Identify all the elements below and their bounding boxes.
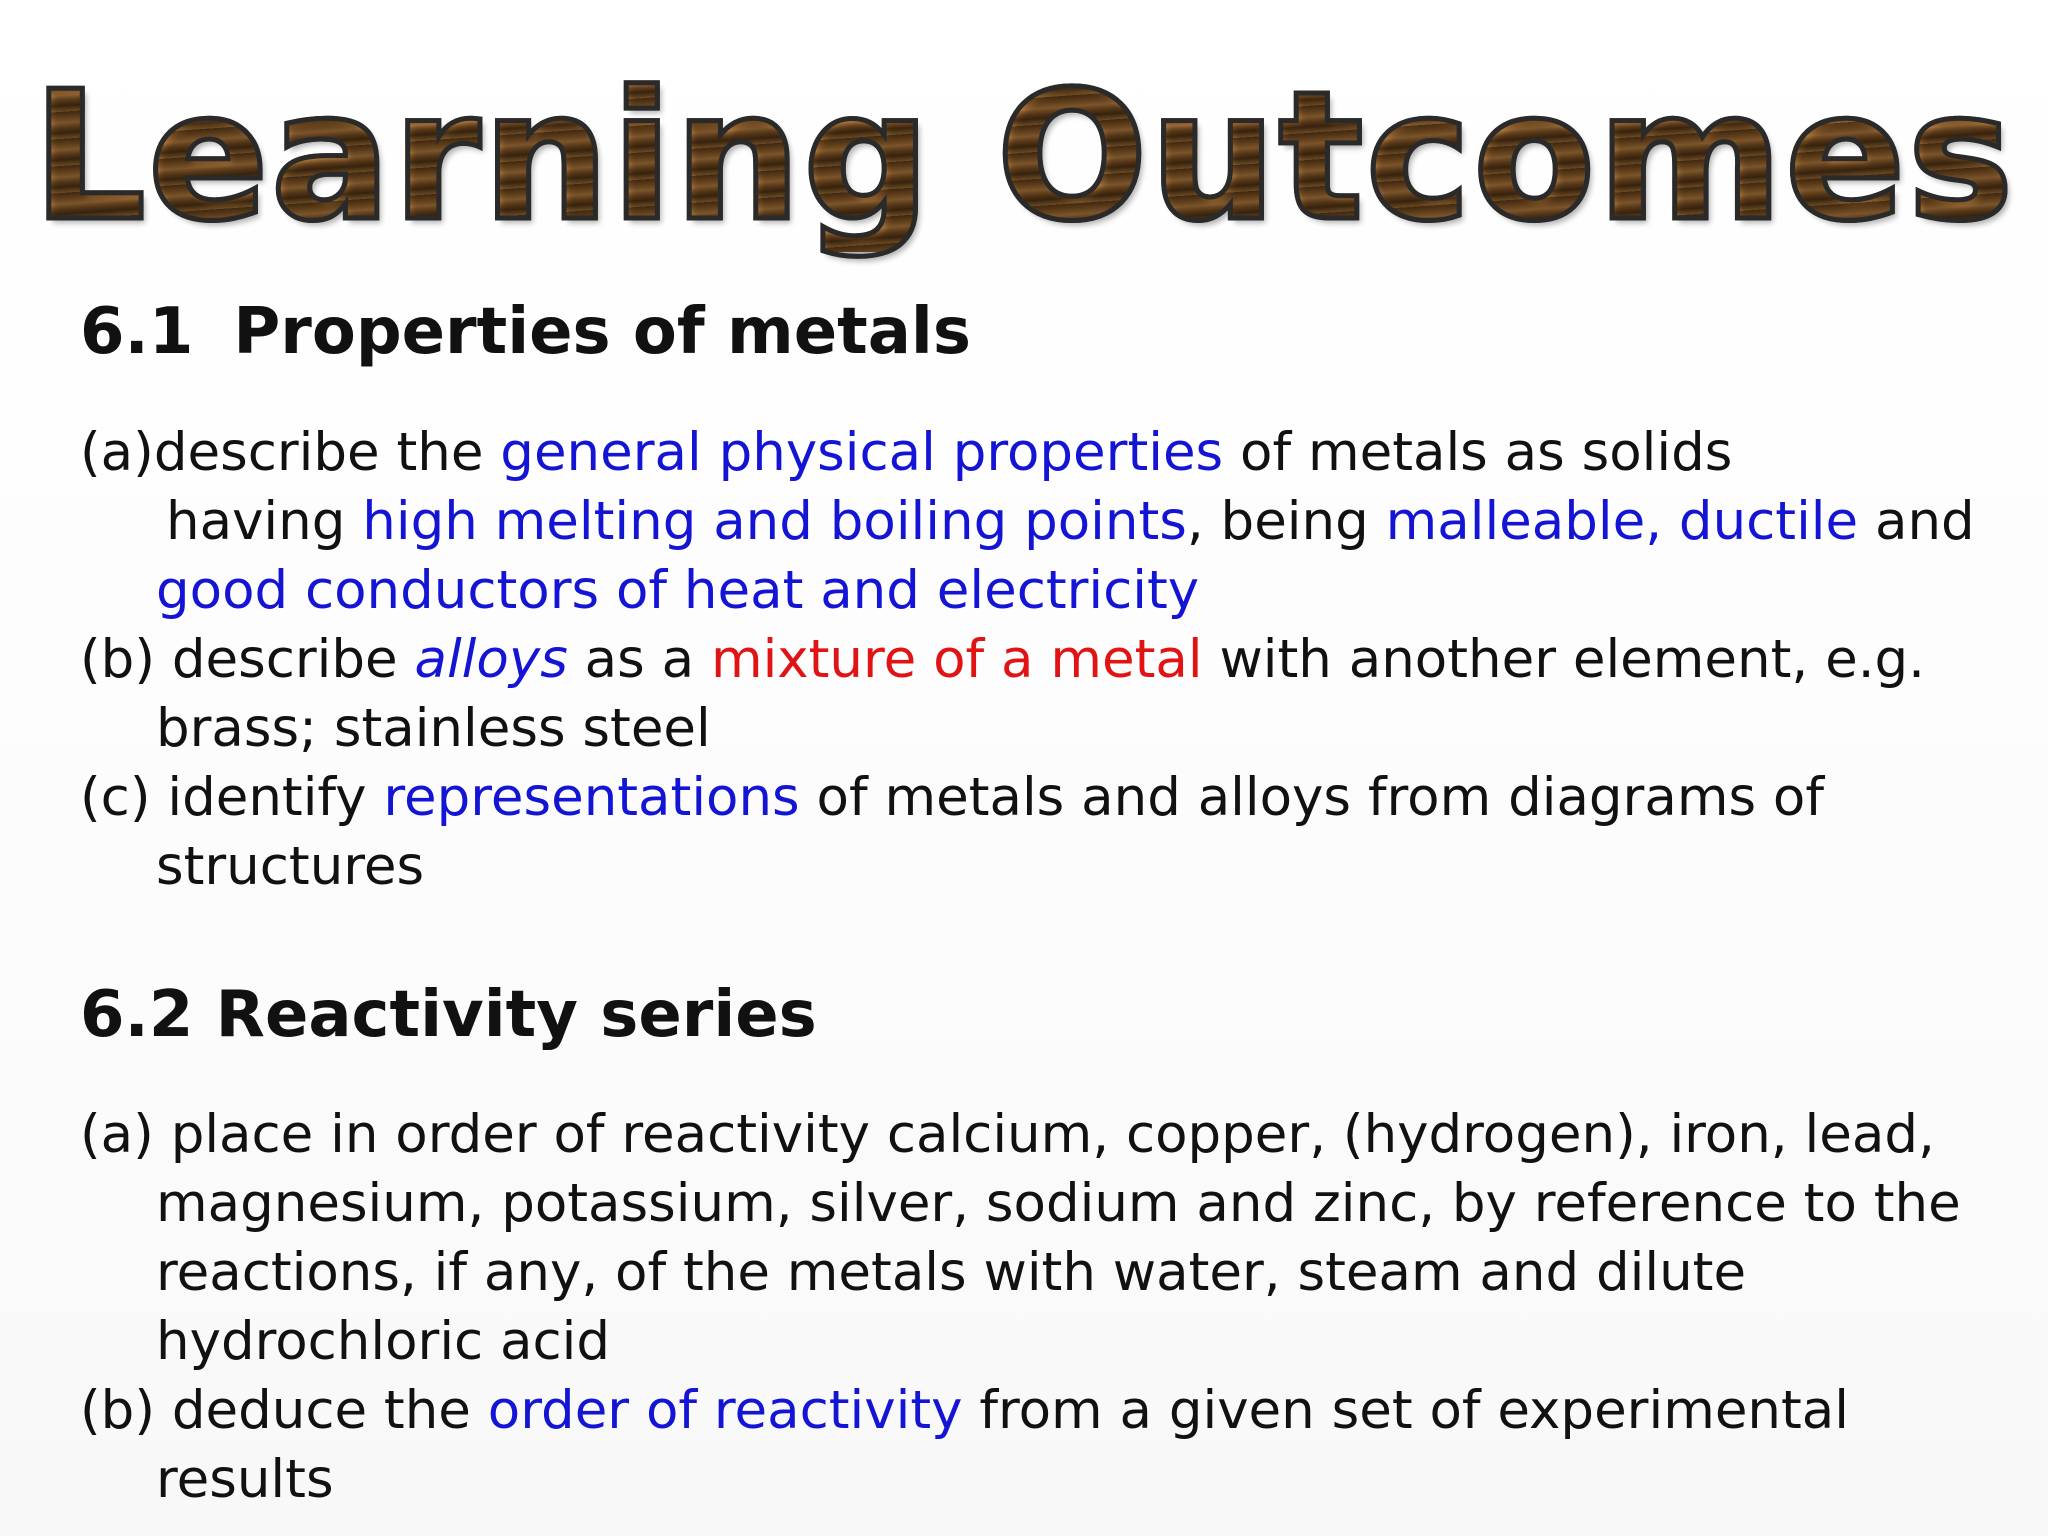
- outcome-line: [80, 1100, 2020, 1169]
- outcome-marker: (a): [80, 422, 154, 483]
- outcome-line: [80, 556, 2020, 625]
- outcome-6-1-b: [80, 625, 2020, 763]
- outcome-line: [80, 763, 2020, 832]
- section-title: Properties of metals: [233, 295, 971, 369]
- outcome-line: [80, 1169, 2020, 1238]
- section-heading-reactivity-series: [80, 975, 817, 1055]
- keyword-highlight-red: mixture of a metal: [710, 629, 1203, 690]
- outcome-text: of metals as solids: [1223, 422, 1733, 483]
- outcome-line: [80, 487, 2020, 556]
- outcome-6-1-a: [80, 418, 2020, 625]
- keyword-highlight: general physical properties: [500, 422, 1224, 483]
- outcome-text: of metals and alloys from diagrams of: [799, 767, 1825, 828]
- outcome-text: identify: [150, 767, 384, 828]
- outcome-text: magnesium, potassium, silver, sodium and zinc, by reference to the: [156, 1173, 1961, 1234]
- outcome-text: having: [166, 491, 363, 552]
- outcome-marker: (c): [80, 767, 151, 828]
- outcome-text: , being: [1186, 491, 1386, 552]
- section-number: 6.2: [80, 978, 194, 1052]
- outcome-line: [80, 1445, 2020, 1514]
- outcome-text: with another element, e.g.: [1202, 629, 1926, 690]
- keyword-highlight: malleable, ductile: [1385, 491, 1859, 552]
- outcome-text: brass; stainless steel: [156, 698, 711, 759]
- outcome-marker: (b): [80, 629, 155, 690]
- outcome-marker: (a): [80, 1104, 154, 1165]
- keyword-highlight: order of reactivity: [487, 1380, 963, 1441]
- outcome-text: reactions, if any, of the metals with water, steam and dilute: [156, 1242, 1747, 1303]
- outcome-6-1-c: [80, 763, 2020, 901]
- outcome-text: describe the: [153, 422, 501, 483]
- slide-title: Learning Outcomes: [0, 62, 2048, 252]
- outcome-6-2-b: [80, 1376, 2020, 1514]
- outcome-text: deduce the: [155, 1380, 488, 1441]
- section-title: Reactivity series: [215, 978, 817, 1052]
- outcome-line: [80, 625, 2020, 694]
- outcome-line: [80, 1376, 2020, 1445]
- outcome-line: [80, 418, 2020, 487]
- outcome-text: place in order of reactivity calcium, copper, (hydrogen), iron, lead,: [153, 1104, 1935, 1165]
- outcome-line: [80, 1307, 2020, 1376]
- outcome-line: [80, 1238, 2020, 1307]
- outcome-text: structures: [156, 836, 425, 897]
- outcome-text: and: [1858, 491, 1975, 552]
- outcome-text: results: [156, 1449, 334, 1510]
- outcome-text: as a: [567, 629, 711, 690]
- outcome-text: describe: [155, 629, 415, 690]
- outcome-text: from a given set of experimental: [962, 1380, 1850, 1441]
- outcome-line: [80, 832, 2020, 901]
- outcome-marker: (b): [80, 1380, 155, 1441]
- section-number: 6.1: [80, 295, 194, 369]
- outcome-line: [80, 694, 2020, 763]
- keyword-highlight: high melting and boiling points: [362, 491, 1187, 552]
- keyword-highlight: alloys: [414, 629, 568, 690]
- outcome-text: hydrochloric acid: [156, 1311, 611, 1372]
- keyword-highlight: good conductors of heat and electricity: [156, 560, 1200, 621]
- outcome-6-2-a: [80, 1100, 2020, 1376]
- keyword-highlight: representations: [383, 767, 800, 828]
- section-heading-properties-of-metals: [80, 292, 971, 372]
